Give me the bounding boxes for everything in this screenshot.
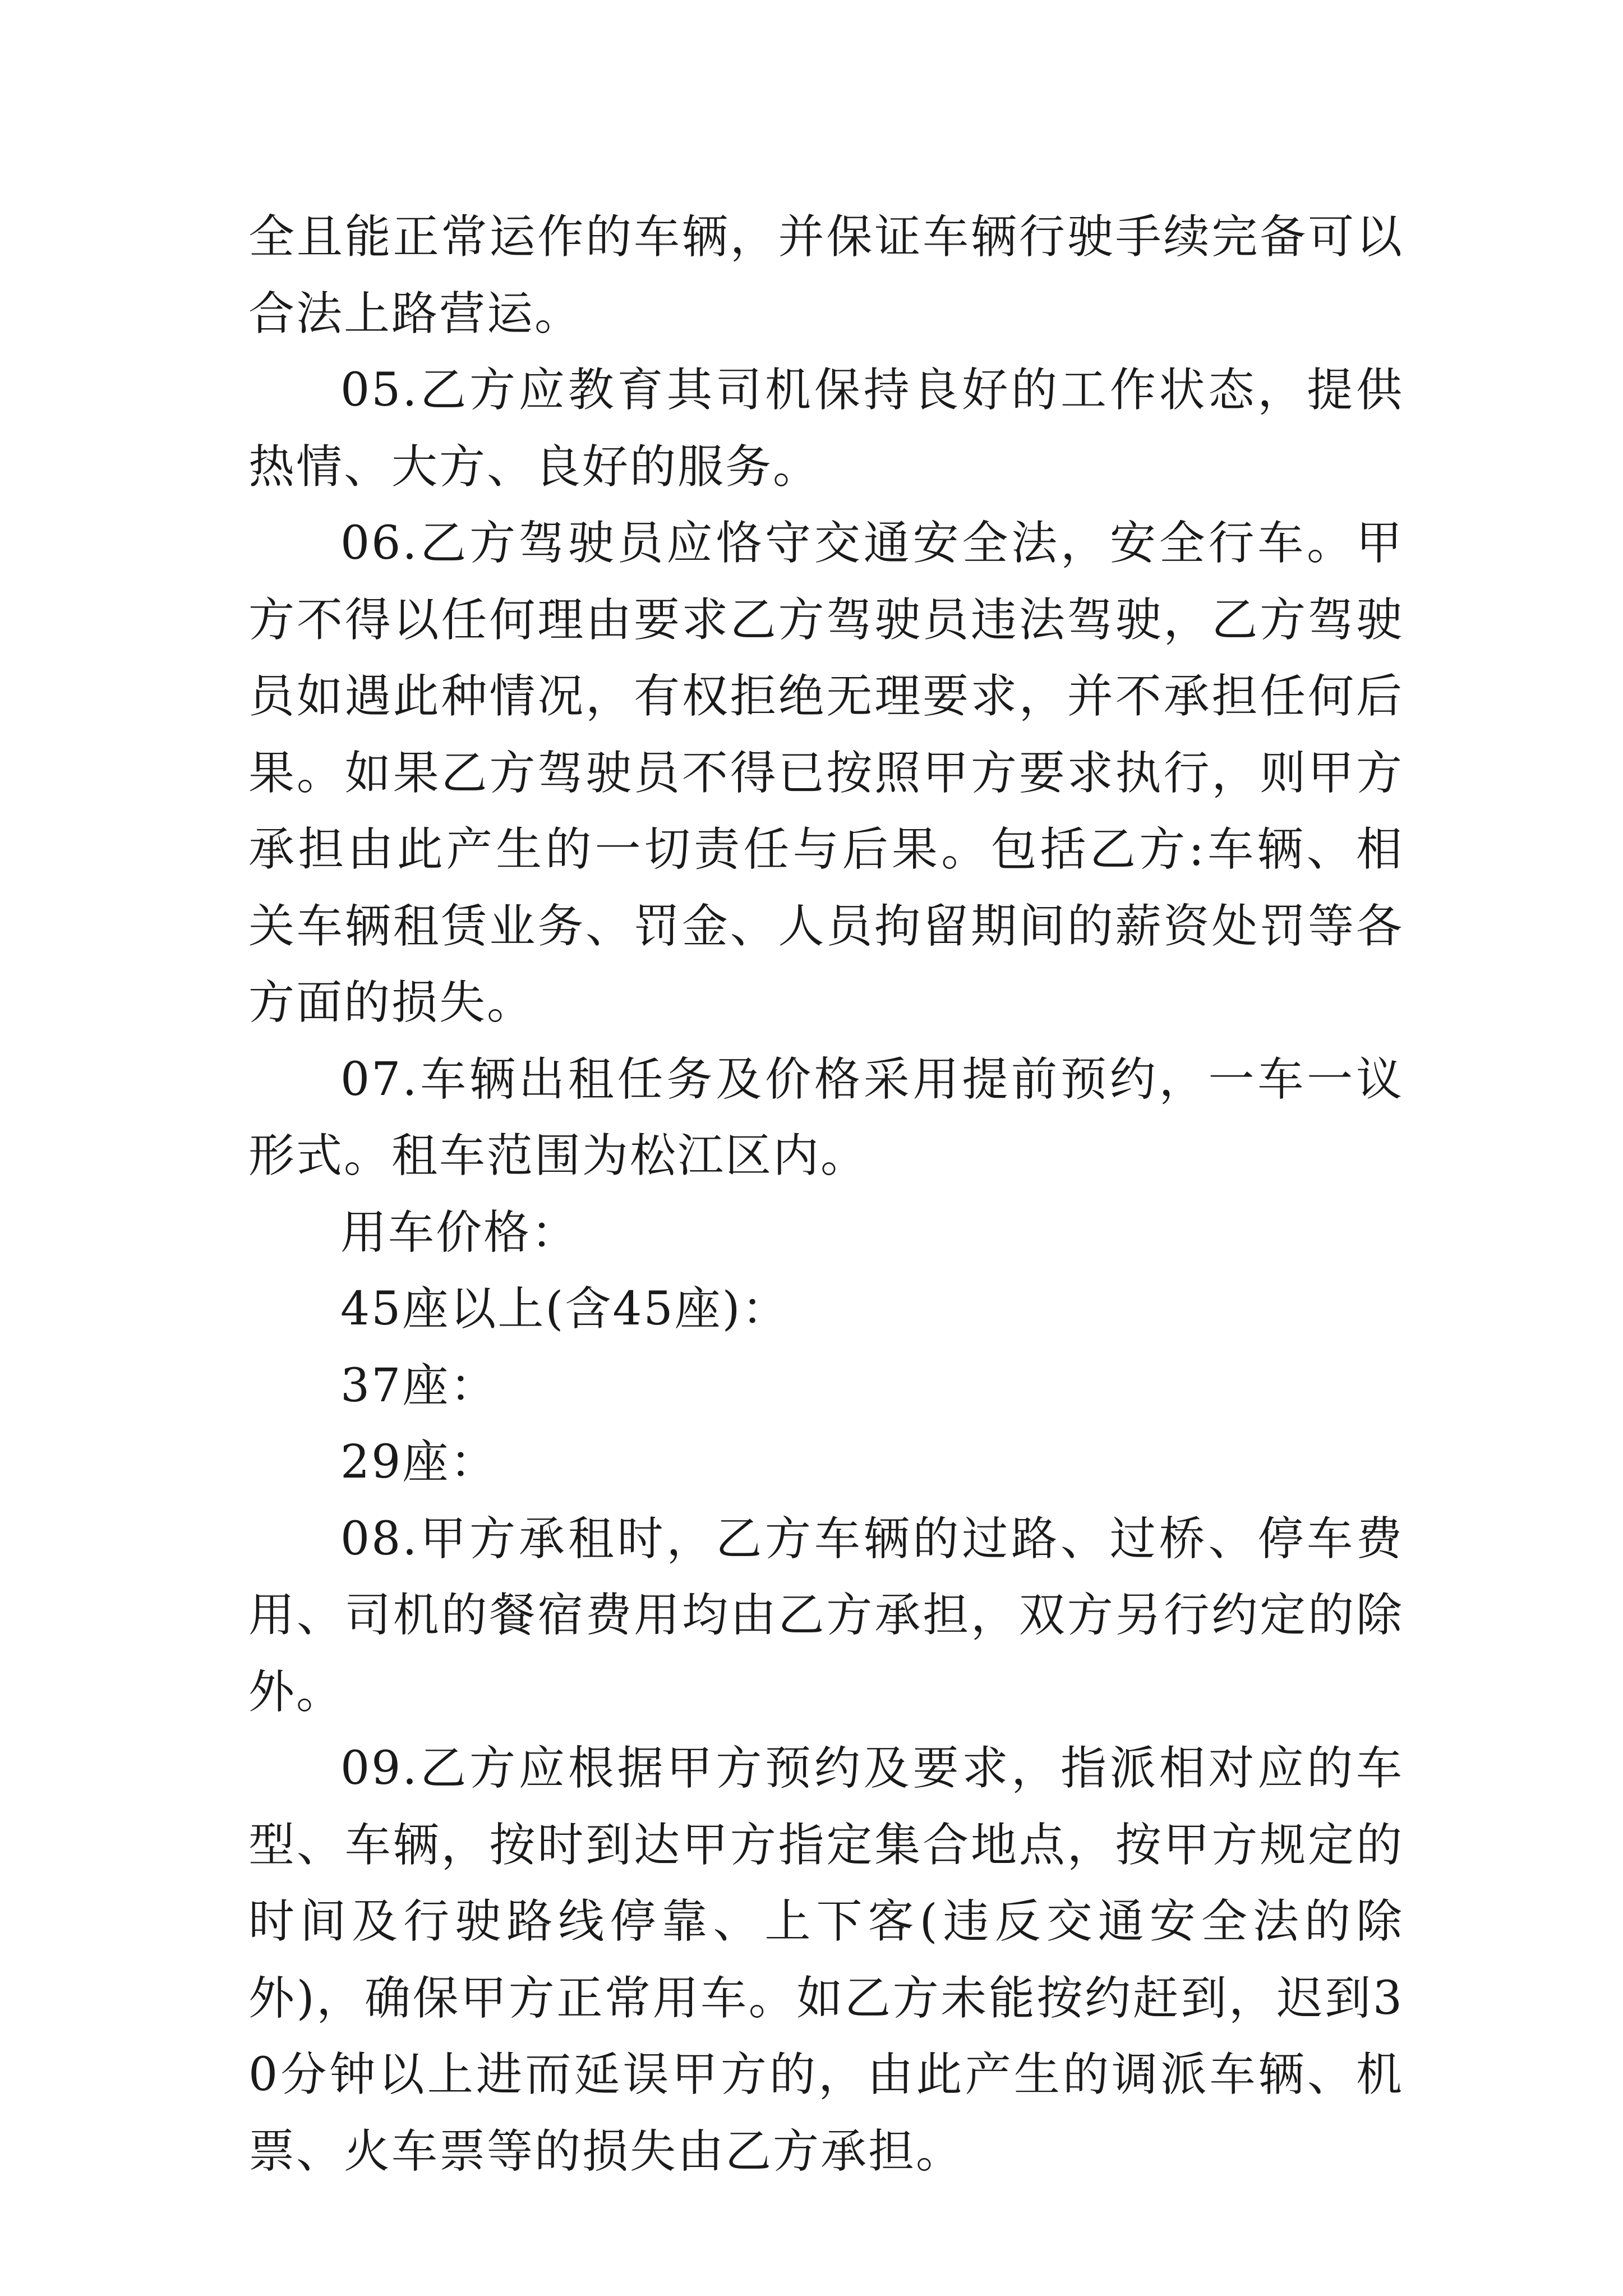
paragraph-price-heading: 用车价格：: [340, 1205, 579, 1259]
paragraph-continuation: 全且能正常运作的车辆，并保证车辆行驶手续完备可以合法上路营运。: [248, 210, 1404, 341]
document-body: [248, 199, 1404, 2190]
paragraph-price-37-seat: 37座：: [340, 1359, 498, 1412]
paragraph-clause-06: 06.乙方驾驶员应恪守交通安全法，安全行车。甲方不得以任何理由要求乙方驾驶员违法驾驶，乙方驾驶员如遇此种情况，有权拒绝无理要求，并不承担任何后果。如果乙方驾驶员不得已按照甲方要求执行，则甲方承担由此产生的一切责任与后果。包括乙方:车辆、相关车辆租赁业务、罚金、人员拘留期间的薪资处罚等各方面的损失。: [248, 517, 1404, 1029]
paragraph-clause-07: 07.车辆出租任务及价格采用提前预约，一车一议形式。租车范围为松江区内。: [248, 1052, 1404, 1182]
paragraph-clause-08: 08.甲方承租时，乙方车辆的过路、过桥、停车费用、司机的餐宿费用均由乙方承担，双方另行约定的除外。: [248, 1512, 1404, 1719]
paragraph-clause-05: 05.乙方应教育其司机保持良好的工作状态，提供热情、大方、良好的服务。: [248, 364, 1404, 494]
paragraph-price-29-seat: 29座：: [340, 1435, 498, 1489]
paragraph-clause-09: 09.乙方应根据甲方预约及要求，指派相对应的车型、车辆，按时到达甲方指定集合地点，按甲方规定的时间及行驶路线停靠、上下客(违反交通安全法的除外)，确保甲方正常用车。如乙方未能按约赶到，迟到30分钟以上进而延误甲方的，由此产生的调派车辆、机票、火车票等的损失由乙方承担。: [248, 1742, 1404, 2178]
paragraph-price-45-seat: 45座以上(含45座)：: [340, 1282, 790, 1336]
